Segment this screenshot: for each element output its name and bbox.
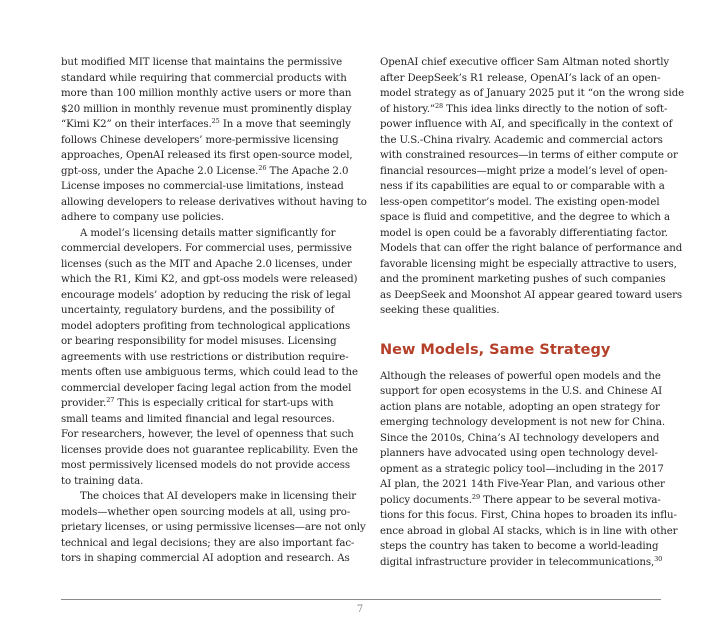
line-text: model strategy as of January 2025 put it “on the wrong side bbox=[380, 88, 685, 99]
line-text: power influence with AI, and specifically in the context of bbox=[380, 119, 673, 130]
text-line bbox=[380, 384, 662, 400]
text-line bbox=[61, 71, 347, 87]
text-line bbox=[380, 288, 683, 304]
line-text: model is open could be a favorably differentiating factor. bbox=[380, 227, 668, 239]
text-line bbox=[61, 365, 358, 381]
text-line bbox=[61, 210, 343, 226]
text-line bbox=[61, 241, 352, 257]
text-line bbox=[61, 551, 350, 567]
line-text: with constrained resources—in terms of either compute or bbox=[380, 150, 678, 161]
text-line bbox=[380, 241, 683, 257]
text-line bbox=[380, 539, 662, 555]
line-text-continued: The Apache 2.0 bbox=[266, 165, 349, 177]
text-line bbox=[61, 505, 351, 521]
text-line bbox=[380, 508, 677, 524]
text-line bbox=[380, 101, 668, 118]
text-line bbox=[380, 555, 662, 571]
line-text: favorable licensing might be especially attractive to users, bbox=[380, 258, 677, 270]
text-line bbox=[61, 163, 349, 180]
line-text: adhere to company use policies. bbox=[61, 212, 225, 223]
line-text: more than 100 million monthly active users or more than bbox=[61, 88, 352, 99]
right-column bbox=[380, 55, 685, 570]
line-text: space is fluid and competitive, and the degree to which a bbox=[380, 212, 670, 223]
text-line bbox=[61, 303, 343, 319]
footnote-marker[interactable]: 30 bbox=[654, 554, 663, 563]
text-line bbox=[380, 446, 662, 462]
line-text: allowing developers to release derivatives without having to bbox=[61, 196, 367, 208]
text-line bbox=[61, 179, 343, 195]
line-text: A model’s licensing details matter significantly for bbox=[80, 227, 336, 239]
text-line bbox=[380, 431, 662, 447]
line-text: emerging technology development is not new for China. bbox=[380, 417, 666, 428]
line-text-continued: This idea links directly to the notion of soft- bbox=[443, 103, 668, 115]
line-text: as DeepSeek and Moonshot AI appear geared toward users bbox=[380, 289, 683, 301]
line-text: standard while requiring that commercial products with bbox=[61, 72, 347, 84]
line-text: digital infrastructure provider in telecommunications, bbox=[380, 556, 655, 568]
line-text: $20 million in monthly revenue must prominently display bbox=[61, 103, 352, 115]
footnote-marker[interactable]: 29 bbox=[471, 492, 480, 501]
text-line bbox=[380, 195, 662, 211]
line-text: commercial developer facing legal action from the model bbox=[61, 382, 352, 394]
line-text: licenses (such as the MIT and Apache 2.0 licenses, under bbox=[61, 258, 352, 270]
text-line bbox=[61, 489, 357, 505]
text-line bbox=[380, 369, 662, 385]
footnote-marker[interactable]: 28 bbox=[434, 101, 444, 110]
line-text: which the R1, Kimi K2, and gpt-oss models were released) bbox=[61, 274, 358, 285]
line-text: “Kimi K2” on their interfaces. bbox=[61, 119, 212, 130]
line-text: agreements with use restrictions or distribution require- bbox=[61, 351, 349, 363]
text-line bbox=[380, 133, 662, 149]
line-text: Since the 2010s, China’s AI technology developers and bbox=[380, 432, 660, 444]
text-line bbox=[380, 86, 685, 102]
text-line bbox=[380, 400, 662, 416]
line-text: provider. bbox=[61, 398, 107, 409]
text-line bbox=[61, 458, 351, 474]
line-text: prietary licenses, or using permissive licenses—are not only bbox=[61, 522, 366, 533]
text-line bbox=[61, 319, 351, 335]
text-line bbox=[61, 133, 343, 149]
line-text: seeking these qualities. bbox=[380, 305, 500, 316]
text-line bbox=[61, 412, 343, 428]
text-line bbox=[61, 443, 358, 459]
line-text: licenses provide does not guarantee replicability. Even the bbox=[61, 444, 358, 456]
text-line bbox=[61, 427, 354, 443]
line-text: technical and legal decisions; they are also important fac- bbox=[61, 537, 355, 549]
right-column-top-text bbox=[380, 55, 685, 319]
line-text: model adopters profiting from technological applications bbox=[61, 320, 351, 332]
text-line bbox=[380, 210, 670, 226]
line-text: OpenAI chief executive officer Sam Altman noted shortly bbox=[380, 57, 670, 68]
line-text: action plans are notable, adopting an open strategy for bbox=[380, 401, 660, 413]
text-line bbox=[61, 257, 352, 273]
text-line bbox=[61, 272, 358, 288]
text-line bbox=[380, 493, 662, 509]
line-text: the U.S.-China rivalry. Academic and commercial actors bbox=[380, 134, 663, 146]
text-line bbox=[61, 396, 343, 412]
line-text: and the prominent marketing pushes of such companies bbox=[380, 274, 666, 285]
text-line bbox=[61, 520, 366, 536]
text-line bbox=[61, 288, 351, 304]
line-text: License imposes no commercial-use limitations, instead bbox=[61, 181, 344, 192]
text-line bbox=[380, 164, 668, 180]
footnote-marker[interactable]: 27 bbox=[106, 396, 115, 404]
line-text: small teams and limited financial and legal resources. bbox=[61, 413, 335, 425]
text-line bbox=[61, 474, 343, 490]
line-text: financial resources—might prize a model’s level of open- bbox=[380, 165, 668, 177]
line-text: ence abroad in global AI stacks, which is in line with other bbox=[380, 525, 678, 537]
footnote-marker[interactable]: 26 bbox=[258, 163, 267, 172]
right-column-bottom-text bbox=[380, 369, 678, 571]
text-line bbox=[380, 117, 673, 133]
text-line bbox=[61, 536, 355, 552]
footnote-marker[interactable]: 25 bbox=[211, 117, 220, 125]
text-line bbox=[61, 148, 353, 164]
line-text-continued: In a move that seemingly bbox=[219, 119, 351, 130]
line-text: opment as a strategic policy tool—including in the 2017 bbox=[380, 463, 664, 475]
text-line bbox=[380, 272, 666, 288]
line-text: The choices that AI developers make in licensing their bbox=[80, 491, 357, 502]
text-line bbox=[380, 71, 662, 87]
line-text: follows Chinese developers’ more-permissive licensing bbox=[61, 134, 339, 146]
text-line bbox=[61, 350, 349, 366]
text-line bbox=[61, 102, 352, 118]
line-text: to training data. bbox=[61, 475, 144, 487]
text-line bbox=[380, 179, 665, 195]
line-text: but modified MIT license that maintains the permissive bbox=[61, 57, 343, 68]
line-text-continued: This is especially critical for start-ups with bbox=[114, 398, 334, 409]
footer-divider bbox=[61, 599, 661, 600]
line-text: most permissively licensed models do not provide access bbox=[61, 460, 351, 471]
line-text: ness if its capabilities are equal to or comparable with a bbox=[380, 181, 665, 192]
line-text: uncertainty, regulatory burdens, and the possibility of bbox=[61, 305, 335, 316]
text-line bbox=[380, 415, 666, 431]
text-line bbox=[380, 226, 668, 242]
line-text: support for open ecosystems in the U.S. and Chinese AI bbox=[380, 386, 663, 397]
text-line bbox=[61, 86, 352, 102]
left-column bbox=[61, 55, 367, 567]
line-text: encourage models’ adoption by reducing the risk of legal bbox=[61, 289, 351, 301]
line-text: gpt-oss, under the Apache 2.0 License. bbox=[61, 165, 259, 177]
line-text: ments often use ambiguous terms, which could lead to the bbox=[61, 367, 358, 378]
line-text: of history.” bbox=[380, 103, 435, 115]
text-line bbox=[61, 117, 351, 133]
line-text: steps the country has taken to become a world-leading bbox=[380, 541, 659, 552]
line-text: Models that can offer the right balance of performance and bbox=[380, 243, 683, 254]
line-text: tors in shaping commercial AI adoption and research. As bbox=[61, 553, 350, 564]
line-text: policy documents. bbox=[380, 494, 472, 506]
text-line bbox=[380, 303, 662, 319]
line-text: after DeepSeek’s R1 release, OpenAI’s lack of an open- bbox=[380, 72, 661, 84]
text-line bbox=[380, 477, 665, 493]
text-line bbox=[61, 334, 343, 350]
line-text: less-open competitor’s model. The existing open-model bbox=[380, 196, 660, 208]
section-heading: New Models, Same Strategy bbox=[380, 341, 611, 358]
line-text: approaches, OpenAI released its first open-source model, bbox=[61, 150, 353, 161]
text-line bbox=[380, 462, 662, 478]
line-text: commercial developers. For commercial uses, permissive bbox=[61, 243, 352, 254]
line-text: or bearing responsibility for model misuses. Licensing bbox=[61, 336, 337, 347]
text-line bbox=[380, 524, 678, 540]
text-line bbox=[380, 55, 670, 71]
line-text: AI plan, the 2021 14th Five-Year Plan, and various other bbox=[380, 479, 665, 490]
text-line bbox=[380, 257, 677, 273]
line-text: tions for this focus. First, China hopes to broaden its influ- bbox=[380, 510, 677, 521]
line-text: Although the releases of powerful open models and the bbox=[380, 370, 661, 382]
line-text: For researchers, however, the level of openness that such bbox=[61, 429, 354, 440]
line-text: models—whether open sourcing models at all, using pro- bbox=[61, 506, 351, 518]
text-line bbox=[61, 55, 343, 71]
page-number: 7 bbox=[356, 604, 364, 615]
line-text: planners have advocated using open technology devel- bbox=[380, 448, 658, 459]
text-line bbox=[61, 226, 343, 242]
line-text-continued: There appear to be several motiva- bbox=[479, 494, 661, 506]
text-line bbox=[61, 195, 367, 211]
text-line bbox=[61, 381, 352, 397]
text-line bbox=[380, 148, 678, 164]
